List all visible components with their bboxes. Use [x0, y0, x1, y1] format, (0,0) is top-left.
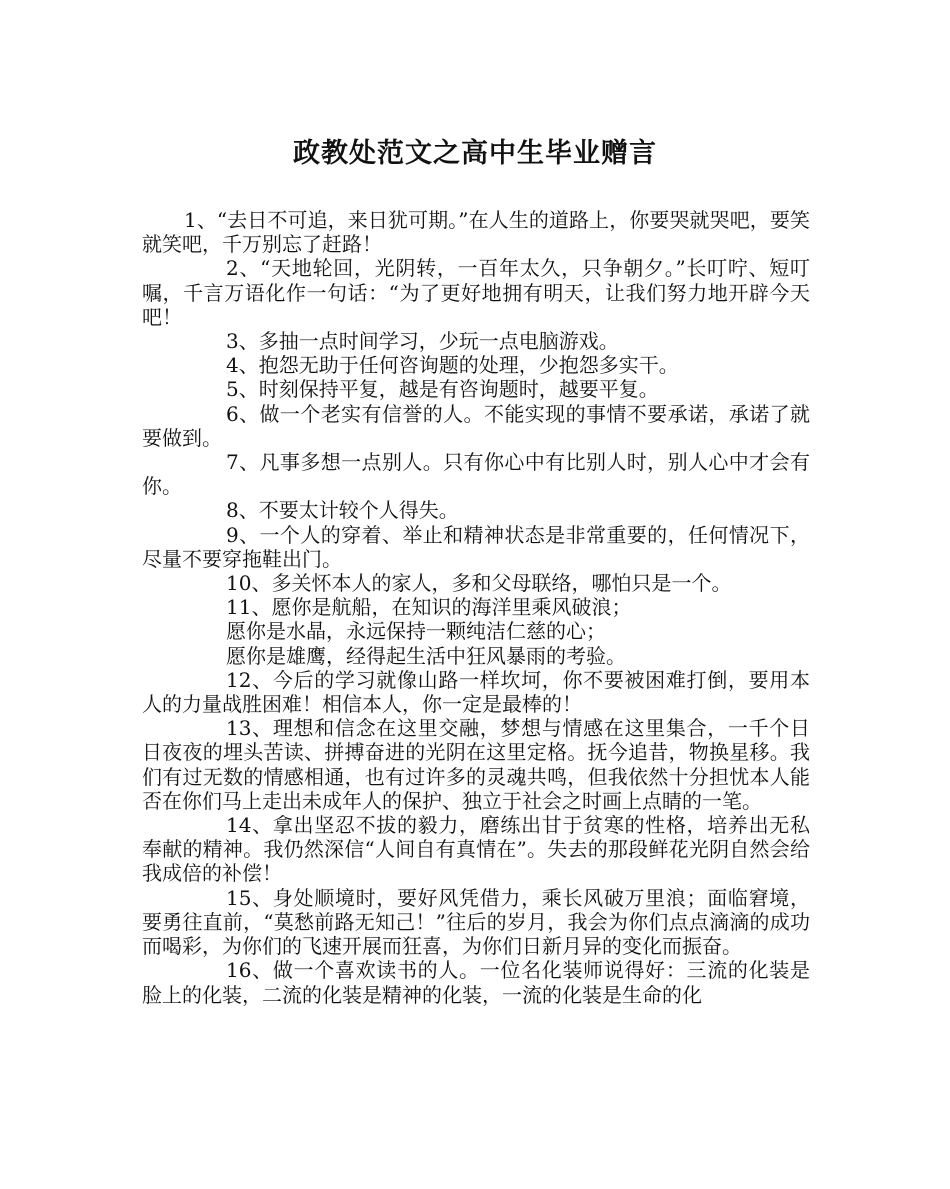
paragraph-16: 16、做一个喜欢读书的人。一位名化装师说得好：三流的化装是脸上的化装，二流的化装是精神的化装，一流的化装是生命的化	[142, 958, 810, 1007]
paragraph-11b: 愿你是水晶，永远保持一颗纯洁仁慈的心；	[226, 619, 606, 644]
paragraph-4: 4、抱怨无助于任何咨询题的处理，少抱怨多实干。	[226, 353, 679, 378]
paragraph-2: 2、“天地轮回，光阴转，一百年太久，只争朝夕。”长叮咛、短叮嘱，千言万语化作一句话：“为了更好地拥有明天，让我们努力地开辟今天吧！	[142, 256, 810, 329]
paragraph-10: 10、多关怀本人的家人，多和父母联络，哪怕只是一个。	[226, 571, 732, 596]
paragraph-12: 12、今后的学习就像山路一样坎坷，你不要被困难打倒，要用本人的力量战胜困难！相信本人，你一定是最棒的！	[142, 667, 810, 717]
document-body	[142, 208, 810, 1007]
paragraph-3: 3、多抽一点时间学习，少玩一点电脑游戏。	[226, 329, 619, 354]
paragraph-15: 15、身处顺境时，要好风凭借力，乘长风破万里浪；面临窘境，要勇往直前，“莫愁前路无知己！”往后的岁月，我会为你们点点滴滴的成功而喝彩，为你们的飞速开展而狂喜，为你们日新月异的变化而振奋。	[142, 885, 810, 959]
paragraph-6: 6、做一个老实有信誉的人。不能实现的事情不要承诺，承诺了就要做到。	[142, 401, 810, 450]
paragraph-7: 7、凡事多想一点别人。只有你心中有比别人时，别人心中才会有你。	[142, 450, 810, 499]
paragraph-14: 14、拿出坚忍不拔的毅力，磨练出甘于贫寒的性格，培养出无私奉献的精神。我仍然深信“人间自有真情在”。失去的那段鲜花光阴自然会给我成倍的补偿！	[142, 813, 810, 886]
paragraph-11: 11、愿你是航船，在知识的海洋里乘风破浪；	[226, 595, 632, 620]
document-title: 政教处范文之高中生毕业赠言	[293, 138, 657, 169]
paragraph-13: 13、理想和信念在这里交融，梦想与情感在这里集合，一千个日日夜夜的埋头苦读、拼搏奋进的光阴在这里定格。抚今追昔，物换星移。我们有过无数的情感相通，也有过许多的灵魂共鸣，但我依然十分担忧本人能否在你们马上走出未成年人的保护、独立于社会之时画上点睛的一笔。	[142, 716, 810, 813]
paragraph-8: 8、不要太计较个人得失。	[226, 498, 459, 523]
paragraph-11c: 愿你是雄鹰，经得起生活中狂风暴雨的考验。	[226, 643, 626, 668]
paragraph-5: 5、时刻保持平复，越是有咨询题时，越要平复。	[226, 377, 659, 402]
paragraph-9: 9、一个人的穿着、举止和精神状态是非常重要的，任何情况下，尽量不要穿拖鞋出门。	[142, 522, 810, 571]
paragraph-1: 1、“去日不可追，来日犹可期。”在人生的道路上，你要哭就哭吧，要笑就笑吧，千万别忘了赶路！	[142, 208, 810, 257]
